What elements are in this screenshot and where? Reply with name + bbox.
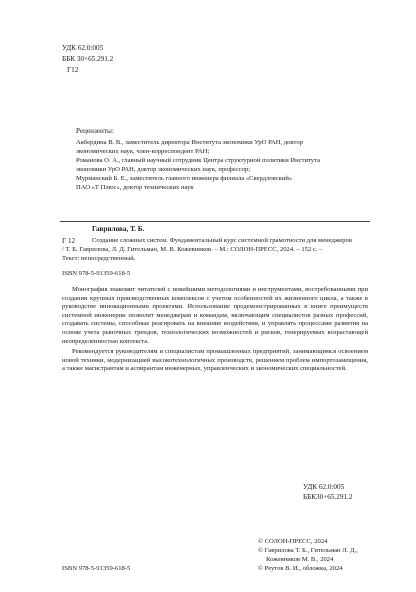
copyright-line: Кожевников М. В., 2024	[266, 556, 334, 563]
footer-bbk: ББК30+65.291.2	[303, 493, 353, 501]
bbk-code: ББК 30+65.291.2	[62, 55, 114, 63]
reviewer-line: экономики УрО РАН, доктор экономических наук, профессор;	[76, 166, 251, 173]
abstract-paragraph: Монография знакомит читателей с новейшими методологиями и инструментами, востребованными при создании крупных производственных комплексов с учетом особенностей их жизненного цикла, а также в руководстве инновационными проектами. Использование продемонстрированных в книге преимуществ системной инженерии позволит менеджерам и командам, включающим специалистов разных профессий, создавать системы, способные реагировать на внешние воздействия, и управлять процессами развития на основе учета рыночных трендов, технологических возможностей и рисков, генерируемых возрастающей неопределенностью контекста.	[62, 286, 368, 345]
footer-isbn: ISBN 978-5-91359-618-5	[62, 565, 131, 572]
udk-code: УДК 62.0:005	[62, 44, 104, 52]
recommendation-paragraph: Рекомендуется руководителям и специалистам промышленных предприятий, занимающимся освоением новой техники, модернизацией высокотехнологичных производств, решением проблем импортозамещения, а также магистрантам и аспирантам инженерных, управленческих и экономических специальностей.	[62, 348, 368, 373]
reviewer-line: Акбердина В. В., заместитель директора Института экономики УрО РАН, доктор	[76, 139, 303, 146]
entry-author: Гаврилова, Т. Б.	[92, 225, 145, 233]
catalog-code: Г 12	[62, 237, 76, 245]
reviewer-line: Мурманский Б. Е., заместитель главного инженера филиала «Свердловский»	[76, 175, 293, 182]
reviewer-line: экономических наук, член-корреспондент РАН;	[76, 148, 210, 155]
copyright-line: © Реутов В. И., обложка, 2024	[258, 565, 343, 572]
entry-title-line: / Т. Б. Гаврилова, Л. Д. Гительман, М. В. Кожевников. – М.: СОЛОН-ПРЕСС, 2024. – 152 с. –	[62, 246, 323, 253]
entry-title-line: Создание сложных систем. Фундаментальный курс системной грамотности для менеджеров	[92, 237, 352, 244]
entry-isbn: ISBN 978-5-91359-618-5	[62, 270, 131, 277]
author-mark: Г12	[67, 66, 79, 74]
reviewers-title: Рецензенты:	[76, 127, 114, 135]
entry-title-line: Текст: непосредственный.	[62, 255, 136, 262]
footer-udk: УДК 62.0:005	[303, 483, 345, 491]
separator-line	[60, 221, 370, 222]
reviewer-line: Романова О. А., главный научный сотрудник Центра структурной политики Института	[76, 157, 320, 164]
copyright-line: © СОЛОН-ПРЕСС, 2024	[258, 538, 328, 545]
copyright-line: © Гаврилова Т. Б., Гительман Л. Д.,	[258, 547, 358, 554]
reviewer-line: ПАО «Т Плюс», доктор технических наук	[76, 184, 194, 191]
